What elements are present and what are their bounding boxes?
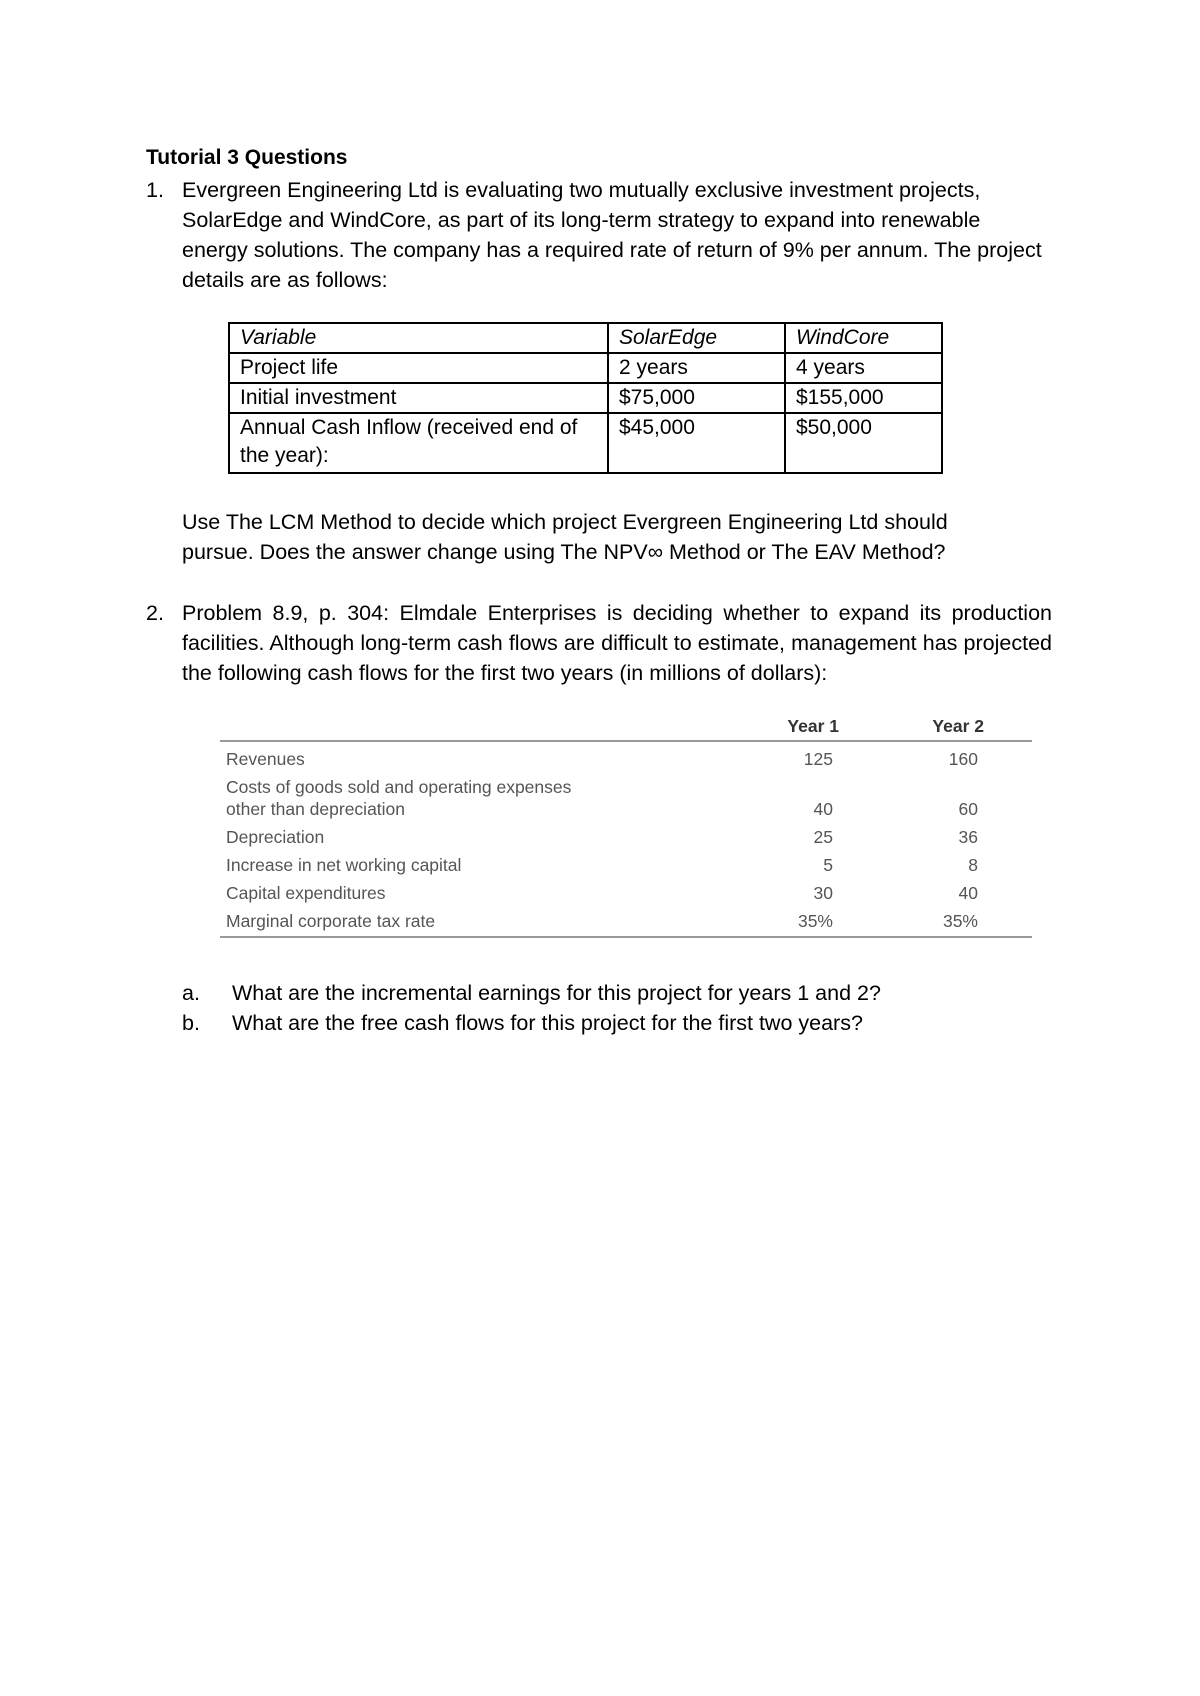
table-cell: 36 <box>958 827 978 847</box>
table-cell: 40 <box>958 883 978 903</box>
table-row <box>220 876 1032 904</box>
table-cell: Increase in net working capital <box>226 855 462 875</box>
cash-flow-table <box>220 715 1032 938</box>
table-cell: 40 <box>813 799 833 819</box>
table-cell: Initial investment <box>229 383 608 413</box>
table-cell: Annual Cash Inflow (received end of the year): <box>229 413 608 473</box>
table-cell: 5 <box>823 855 833 875</box>
table-cell: Capital expenditures <box>226 883 386 903</box>
table-cell: Revenues <box>226 749 305 769</box>
table-cell: 30 <box>813 883 833 903</box>
question-1-text: Evergreen Engineering Ltd is evaluating two mutually exclusive investment projects, SolarEdge and WindCore, as part of its long-term strategy to expand into renewable energy solutions. The company has a required rate of return of 9% per annum. The project details are as follows: <box>182 178 1042 292</box>
subquestion-label: a. <box>182 981 200 1005</box>
table-header-cell: Year 1 <box>722 715 867 741</box>
table-cell: $50,000 <box>785 413 942 473</box>
table-cell: Marginal corporate tax rate <box>220 904 722 937</box>
table-header-cell <box>220 715 722 741</box>
table-header-cell: SolarEdge <box>608 323 785 353</box>
table-row <box>229 353 942 383</box>
page-title: Tutorial 3 Questions <box>146 146 348 169</box>
table-row <box>229 413 942 473</box>
table-cell: 4 years <box>785 353 942 383</box>
question-1-number: 1. <box>146 178 164 202</box>
subquestion-text: What are the free cash flows for this project for the first two years? <box>232 1011 863 1035</box>
table-row <box>220 741 1032 770</box>
table-row <box>220 848 1032 876</box>
table-header-row <box>229 323 942 353</box>
table-cell: 160 <box>948 749 978 769</box>
table-cell: Costs of goods sold and operating expenses other than depreciation <box>226 777 572 819</box>
table-cell: $45,000 <box>608 413 785 473</box>
question-1-instruction: Use The LCM Method to decide which project Evergreen Engineering Ltd should pursue. Does the answer change using The NPV∞ Method or The EAV Method? <box>182 510 948 564</box>
table-cell: $75,000 <box>608 383 785 413</box>
table-header-cell: WindCore <box>785 323 942 353</box>
table-header-row <box>220 715 1032 741</box>
table-row <box>220 820 1032 848</box>
table-row <box>220 904 1032 937</box>
table-cell: 25 <box>813 827 833 847</box>
table-row <box>229 383 942 413</box>
table-cell: 2 years <box>608 353 785 383</box>
table-cell: Project life <box>229 353 608 383</box>
table-cell: $155,000 <box>785 383 942 413</box>
projects-table <box>228 322 943 474</box>
table-header-cell: Year 2 <box>867 715 1032 741</box>
subquestion-label: b. <box>182 1011 200 1035</box>
table-cell: 35% <box>867 904 1032 937</box>
question-2-text: Problem 8.9, p. 304: Elmdale Enterprises is deciding whether to expand its production facilities. Although long-term cash flows are difficult to estimate, management has projected the following cash flows for the first two years (in millions of dollars): <box>182 601 1052 685</box>
table-header-cell: Variable <box>229 323 608 353</box>
subquestion-text: What are the incremental earnings for this project for years 1 and 2? <box>232 981 881 1005</box>
table-cell: 125 <box>803 749 833 769</box>
table-cell: 35% <box>722 904 867 937</box>
table-cell: 8 <box>968 855 978 875</box>
question-2-number: 2. <box>146 601 164 625</box>
table-cell: Depreciation <box>226 827 325 847</box>
table-row <box>220 770 1032 820</box>
table-cell: 60 <box>958 799 978 819</box>
